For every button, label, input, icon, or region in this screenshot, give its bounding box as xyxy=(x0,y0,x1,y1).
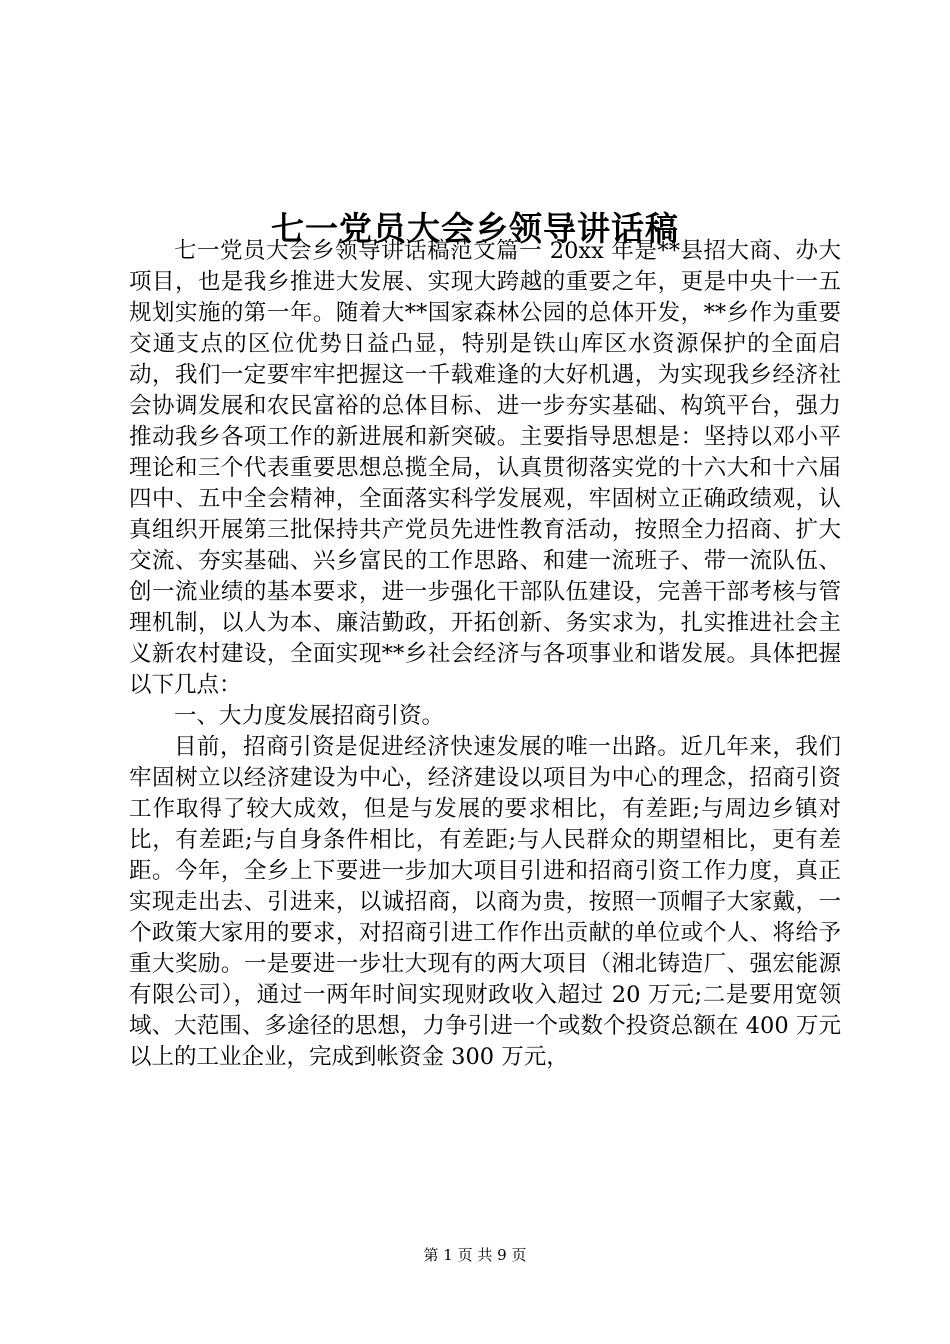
body-paragraph-investment: 目前，招商引资是促进经济快速发展的唯一出路。近几年来，我们牢固树立以经济建设为中心，经济建设以项目为中心的理念，招商引资工作取得了较大成效，但是与发展的要求相比，有差距;与周边乡镇对比，有差距;与自身条件相比，有差距;与人民群众的期望相比，更有差距。今年，全乡上下要进一步加大项目引进和招商引资工作力度，真正实现走出去、引进来，以诚招商，以商为贵，按照一顶帽子大家戴，一个政策大家用的要求，对招商引进工作作出贡献的单位或个人、将给予重大奖励。一是要进一步壮大现有的两大项目（湘北铸造厂、强宏能源有限公司），通过一两年时间实现财政收入超过 20 万元;二是要用宽领域、大范围、多途径的思想，力争引进一个或数个投资总额在 400 万元以上的工业企业，完成到帐资金 300 万元， xyxy=(129,734,841,1070)
document-title: 七一党员大会乡领导讲话稿 xyxy=(271,209,679,249)
body-paragraph-intro: 七一党员大会乡领导讲话稿范文篇一 20xx 年是**县招大商、办大项目，也是我乡推进大发展、实现大跨越的重要之年，更是中央十一五规划实施的第一年。随着大**国家森林公园的总体开发，**乡作为重要交通支点的区位优势日益凸显，特别是铁山库区水资源保护的全面启动，我们一定要牢牢把握这一千载难逢的大好机遇，为实现我乡经济社会协调发展和农民富裕的总体目标、进一步夯实基础、构筑平台，强力推动我乡各项工作的新进展和新突破。主要指导思想是：坚持以邓小平理论和三个代表重要思想总揽全局，认真贯彻落实党的十六大和十六届四中、五中全会精神，全面落实科学发展观，牢固树立正确政绩观，认真组织开展第三批保持共产党员先进性教育活动，按照全力招商、扩大交流、夯实基础、兴乡富民的工作思路、和建一流班子、带一流队伍、创一流业绩的基本要求，进一步强化干部队伍建设，完善干部考核与管理机制，以人为本、廉洁勤政，开拓创新、务实求为，扎实推进社会主义新农村建设，全面实现**乡社会经济与各项事业和谐发展。具体把握以下几点： xyxy=(129,238,841,698)
document-body xyxy=(129,236,841,1073)
section-heading-investment: 一、大力度发展招商引资。 xyxy=(174,703,445,729)
page-number-footer: 第 1 页 共 9 页 xyxy=(423,1246,527,1264)
